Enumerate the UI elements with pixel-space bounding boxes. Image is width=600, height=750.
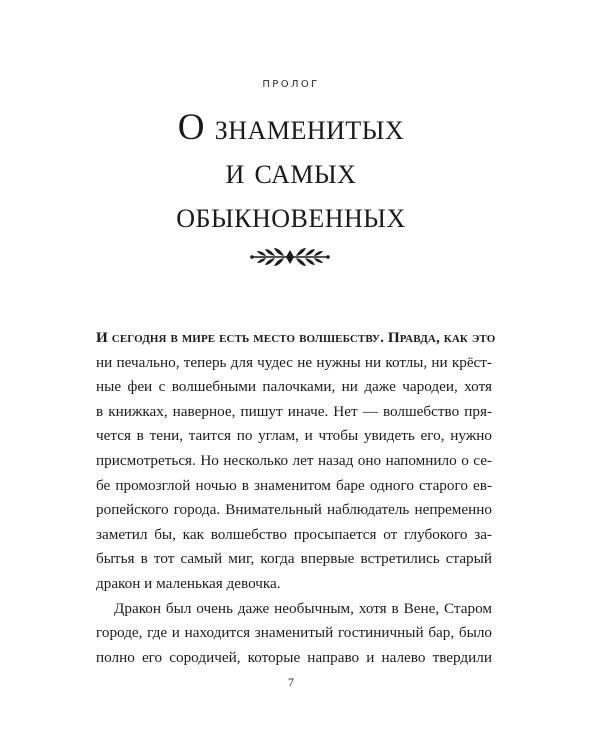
text-line: в книжках, наверное, пишут иначе. Нет — волшебство пря- — [96, 402, 492, 420]
chapter-title-line: О знаменитых — [177, 107, 405, 148]
text-line: чется в тени, таится по углам, и чтобы увидеть его, нужно — [96, 427, 492, 445]
text-line: дракон и маленькая девочка. — [96, 574, 281, 592]
chapter-title-line: и самых — [225, 151, 357, 192]
text-line: заметил бы, как волшебство просыпается от глубокого за- — [96, 525, 492, 543]
lead-in-line: И сегодня в мире есть место волшебству. Правда, как это — [96, 329, 496, 346]
text-line: городе, где и находится знаменитый гостиничный бар, было — [96, 624, 492, 642]
text-line: ные феи с волшебными палочками, ни даже чародеи, хотя — [96, 378, 492, 396]
text-line: ропейского города. Внимательный наблюдатель непременно — [96, 501, 492, 519]
text-line: присмотреться. Но несколько лет назад оно напомнило о се- — [96, 451, 492, 469]
chapter-title-line: обыкновенных — [176, 195, 406, 236]
body-text — [96, 326, 496, 670]
chapter-label: ПРОЛОГ — [262, 79, 320, 90]
text-line: бытья в тот самый миг, когда впервые встретились старый — [96, 550, 492, 568]
text-line: бе промозглой ночью в знаменитом баре одного старого ев- — [96, 476, 492, 494]
floral-leaf-ornament-icon — [248, 244, 332, 270]
text-line: ни печально, теперь для чудес не нужны ни котлы, ни крёст- — [96, 353, 492, 371]
page-number: 7 — [288, 675, 294, 689]
text-line: Дракон был очень даже необычным, хотя в Вене, Старом — [114, 599, 492, 617]
chapter-title — [0, 106, 582, 238]
text-line: полно его сородичей, которые направо и налево твердили — [96, 648, 492, 666]
